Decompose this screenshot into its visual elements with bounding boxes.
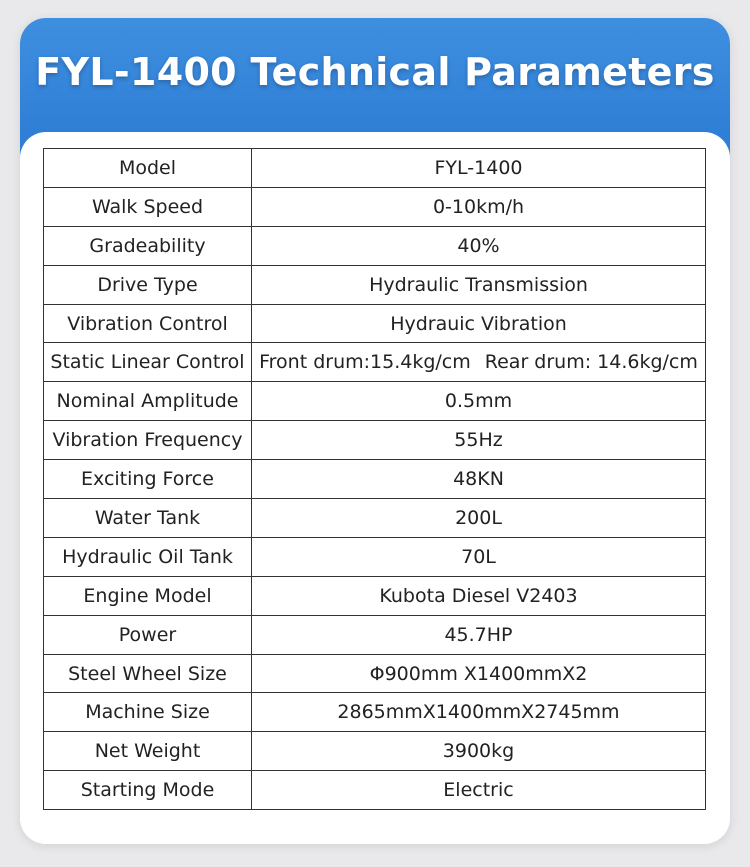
param-label: Net Weight bbox=[44, 732, 252, 771]
param-label: Starting Mode bbox=[44, 771, 252, 810]
table-row bbox=[44, 226, 706, 265]
param-value: Φ900mm X1400mmX2 bbox=[252, 654, 706, 693]
param-value: 45.7HP bbox=[252, 615, 706, 654]
param-label: Water Tank bbox=[44, 499, 252, 538]
param-value: Hydraulic Transmission bbox=[252, 265, 706, 304]
parameters-card bbox=[20, 18, 730, 844]
table-row bbox=[44, 615, 706, 654]
param-value: 70L bbox=[252, 537, 706, 576]
param-label: Vibration Frequency bbox=[44, 421, 252, 460]
parameters-table bbox=[43, 148, 706, 810]
param-label: Steel Wheel Size bbox=[44, 654, 252, 693]
table-row bbox=[44, 499, 706, 538]
table-row bbox=[44, 382, 706, 421]
param-label: Hydraulic Oil Tank bbox=[44, 537, 252, 576]
table-row bbox=[44, 421, 706, 460]
param-label: Engine Model bbox=[44, 576, 252, 615]
rear-drum-value: Rear drum: 14.6kg/cm bbox=[484, 351, 698, 374]
param-label: Model bbox=[44, 149, 252, 188]
param-value: 0.5mm bbox=[252, 382, 706, 421]
param-value: 55Hz bbox=[252, 421, 706, 460]
table-row bbox=[44, 732, 706, 771]
param-label: Walk Speed bbox=[44, 187, 252, 226]
table-row bbox=[44, 537, 706, 576]
param-label: Power bbox=[44, 615, 252, 654]
param-value: 200L bbox=[252, 499, 706, 538]
param-value: Hydrauic Vibration bbox=[252, 304, 706, 343]
param-label: Machine Size bbox=[44, 693, 252, 732]
param-label: Gradeability bbox=[44, 226, 252, 265]
table-row bbox=[44, 343, 706, 382]
table-row bbox=[44, 187, 706, 226]
param-value: 40% bbox=[252, 226, 706, 265]
param-value: 48KN bbox=[252, 460, 706, 499]
page-title: FYL-1400 Technical Parameters bbox=[35, 50, 715, 94]
param-label: Static Linear Control bbox=[44, 343, 252, 382]
front-drum-value: Front drum:15.4kg/cm bbox=[259, 351, 471, 374]
table-row bbox=[44, 265, 706, 304]
param-value: Kubota Diesel V2403 bbox=[252, 576, 706, 615]
param-value: Electric bbox=[252, 771, 706, 810]
table-row bbox=[44, 149, 706, 188]
param-value bbox=[252, 343, 706, 382]
param-label: Vibration Control bbox=[44, 304, 252, 343]
table-row bbox=[44, 654, 706, 693]
param-value: 3900kg bbox=[252, 732, 706, 771]
param-value: 2865mmX1400mmX2745mm bbox=[252, 693, 706, 732]
param-label: Exciting Force bbox=[44, 460, 252, 499]
table-row bbox=[44, 460, 706, 499]
param-value: 0-10km/h bbox=[252, 187, 706, 226]
table-row bbox=[44, 576, 706, 615]
table-row bbox=[44, 693, 706, 732]
table-row bbox=[44, 304, 706, 343]
table-row bbox=[44, 771, 706, 810]
param-label: Nominal Amplitude bbox=[44, 382, 252, 421]
title-banner bbox=[20, 18, 730, 130]
param-value: FYL-1400 bbox=[252, 149, 706, 188]
param-label: Drive Type bbox=[44, 265, 252, 304]
